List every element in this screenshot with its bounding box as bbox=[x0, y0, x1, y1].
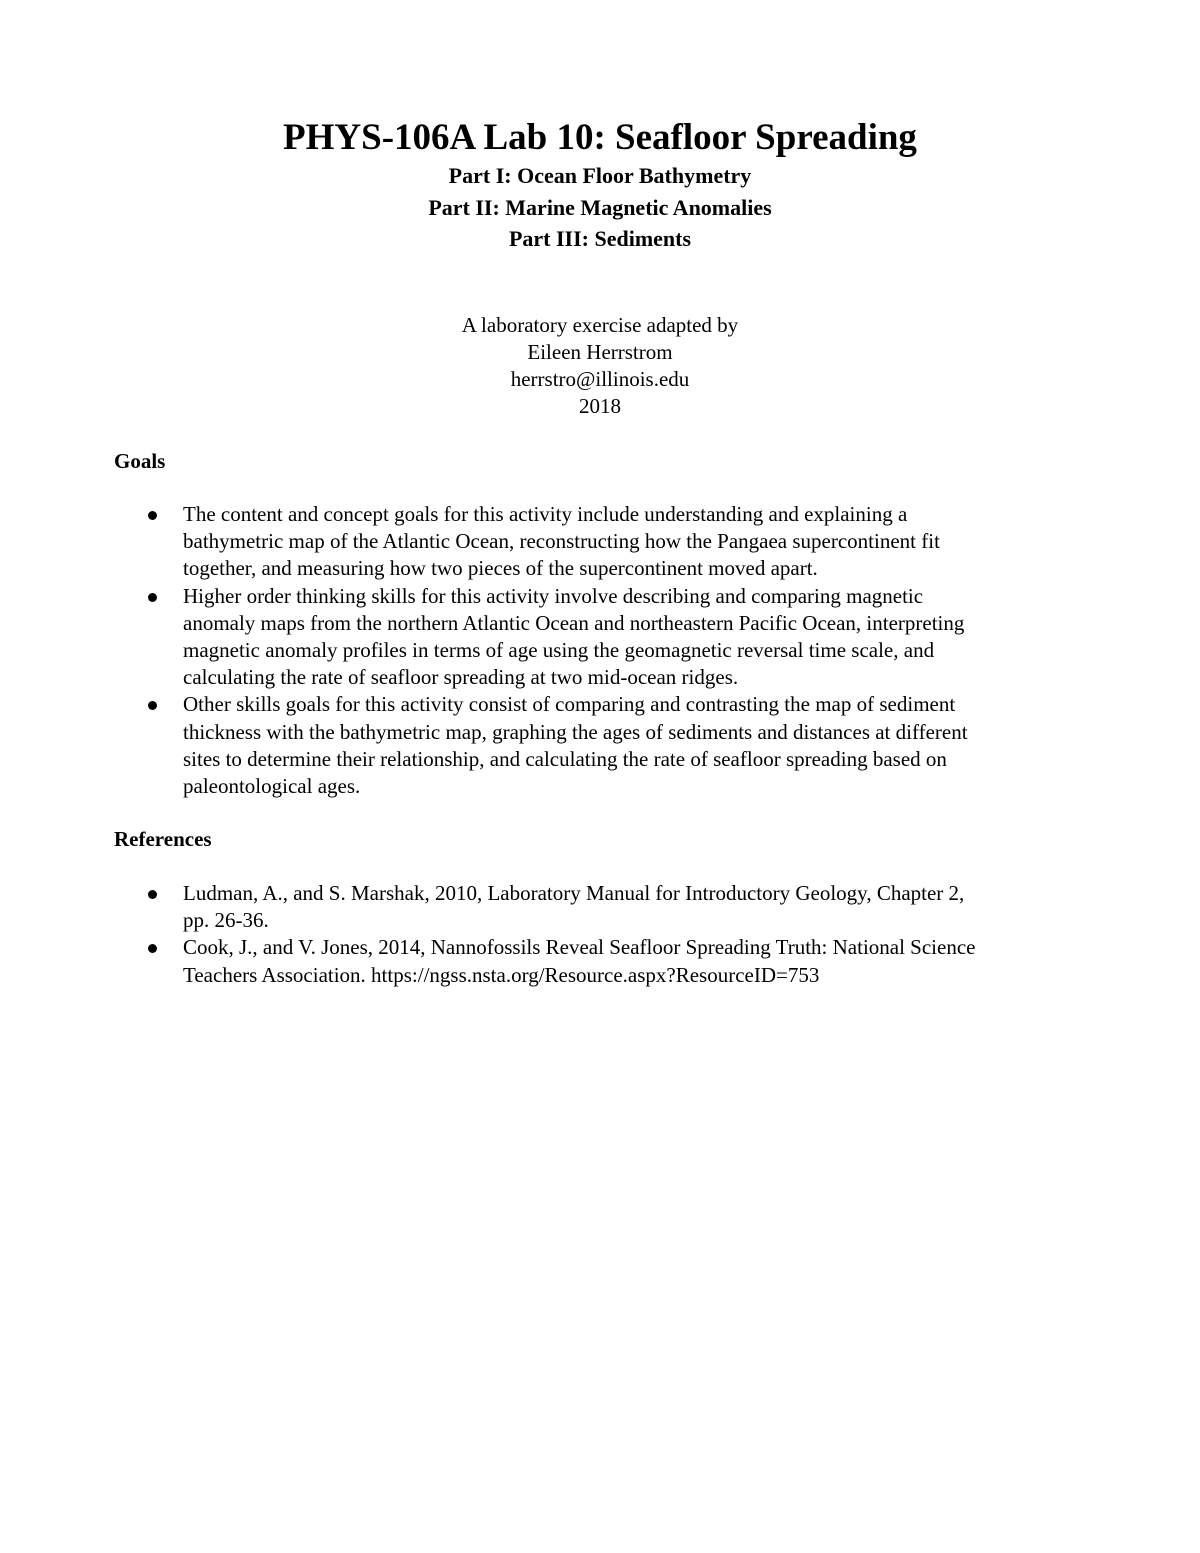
goal-text-line: The content and concept goals for this activity include understanding and explaining a bbox=[183, 502, 908, 526]
goal-item bbox=[0, 583, 1083, 692]
reference-item bbox=[0, 934, 1083, 988]
goal-text-line: thickness with the bathymetric map, graphing the ages of sediments and distances at different bbox=[183, 719, 968, 744]
document-title: PHYS-106A Lab 10: Seafloor Spreading bbox=[283, 117, 917, 158]
author-name: Eileen Herrstrom bbox=[527, 340, 673, 364]
references-list bbox=[0, 880, 1200, 989]
goal-item bbox=[0, 691, 1083, 800]
reference-item bbox=[0, 880, 1083, 934]
goal-text-line: together, and measuring how two pieces of the supercontinent moved apart. bbox=[183, 556, 818, 581]
reference-text-line: Ludman, A., and S. Marshak, 2010, Laboratory Manual for Introductory Geology, Chapter 2, bbox=[183, 881, 965, 905]
goal-text-line: Other skills goals for this activity consist of comparing and contrasting the map of sediment bbox=[183, 692, 956, 717]
goal-text-line: sites to determine their relationship, and calculating the rate of seafloor spreading based on bbox=[183, 746, 947, 771]
goals-heading: Goals bbox=[114, 449, 166, 473]
document-year: 2018 bbox=[579, 394, 621, 418]
part-two-heading: Part II: Marine Magnetic Anomalies bbox=[428, 195, 772, 220]
goal-text-line: Higher order thinking skills for this activity involve describing and comparing magnetic bbox=[183, 583, 924, 608]
references-heading: References bbox=[114, 827, 212, 851]
goal-text-line: anomaly maps from the northern Atlantic Ocean and northeastern Pacific Ocean, interpreting bbox=[183, 610, 965, 635]
reference-text-line: Cook, J., and V. Jones, 2014, Nannofossils Reveal Seafloor Spreading Truth: National Science bbox=[183, 935, 976, 960]
part-three-heading: Part III: Sediments bbox=[508, 226, 692, 251]
reference-text-line: Teachers Association. https://ngss.nsta.org/Resource.aspx?ResourceID=753 bbox=[183, 962, 820, 987]
goal-text-line: bathymetric map of the Atlantic Ocean, reconstructing how the Pangaea supercontinent fit bbox=[183, 529, 940, 554]
bullet-icon bbox=[148, 701, 157, 710]
goals-list bbox=[0, 501, 1200, 800]
author-email: herrstro@illinois.edu bbox=[510, 367, 690, 391]
part-one-heading: Part I: Ocean Floor Bathymetry bbox=[448, 163, 752, 188]
goal-text-line: magnetic anomaly profiles in terms of age using the geomagnetic reversal time scale, and bbox=[183, 638, 935, 663]
goal-text-line: calculating the rate of seafloor spreading at two mid-ocean ridges. bbox=[183, 665, 739, 690]
credit-line: A laboratory exercise adapted by bbox=[461, 313, 739, 337]
bullet-icon bbox=[148, 593, 157, 602]
goal-text-line: paleontological ages. bbox=[183, 774, 361, 799]
bullet-icon bbox=[148, 944, 157, 953]
reference-text-line: pp. 26-36. bbox=[183, 908, 269, 933]
goal-item bbox=[0, 501, 1083, 583]
bullet-icon bbox=[148, 511, 157, 520]
bullet-icon bbox=[148, 890, 157, 899]
